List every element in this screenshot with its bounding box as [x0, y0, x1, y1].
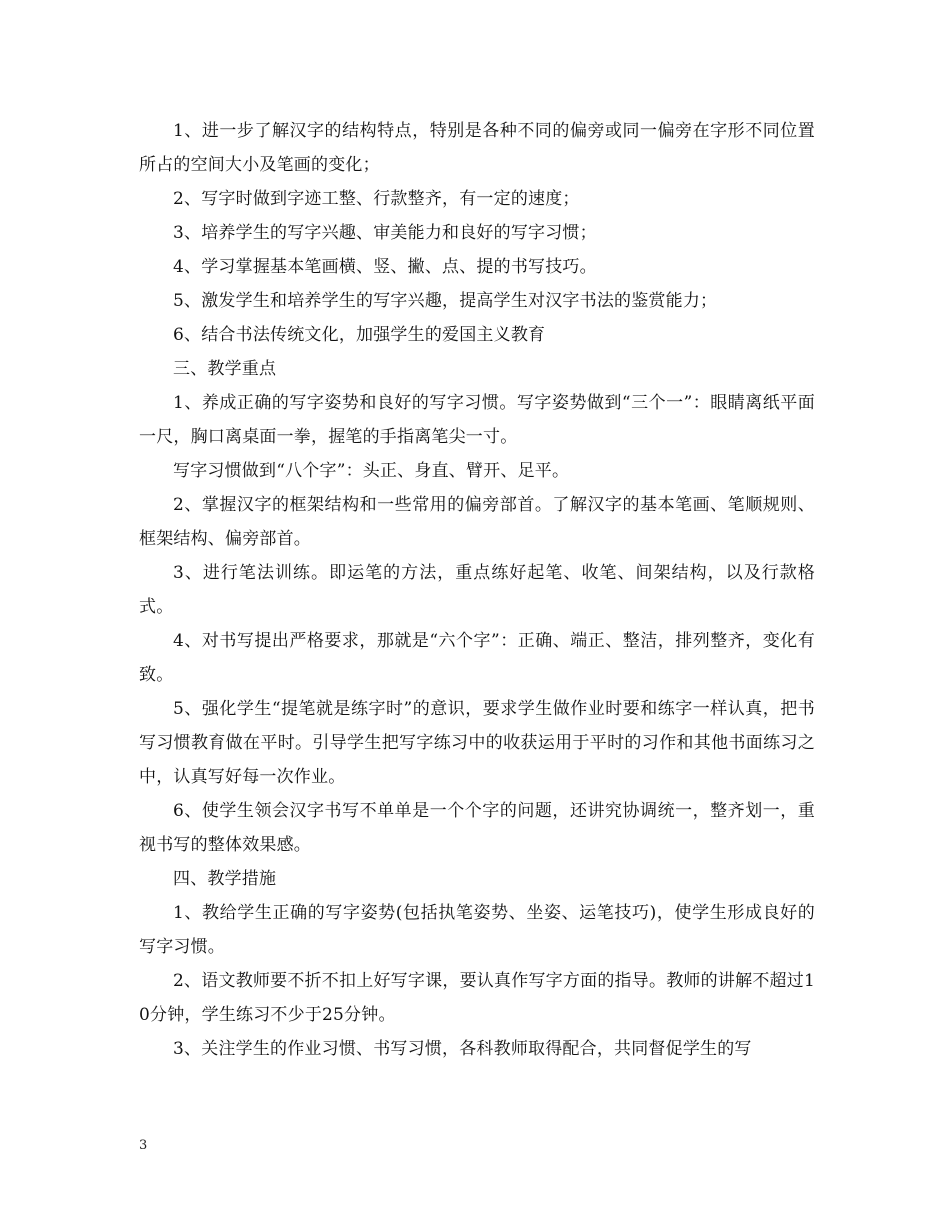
paragraph-goal-2: 2、写字时做到字迹工整、行款整齐，有一定的速度；	[173, 189, 580, 209]
paragraph-measure-1: 1、教给学生正确的写字姿势(包括执笔姿势、坐姿、运笔技巧)，使学生形成良好的写字习惯。	[139, 903, 815, 957]
paragraph-goal-4: 4、学习掌握基本笔画横、竖、撇、点、提的书写技巧。	[173, 257, 597, 277]
paragraph-goal-1: 1、进一步了解汉字的结构特点，特别是各种不同的偏旁或同一偏旁在字形不同位置所占的空间大小及笔画的变化；	[139, 121, 815, 175]
paragraph-measure-2: 2、语文教师要不折不扣上好写字课，要认真作写字方面的指导。教师的讲解不超过10分钟，学生练习不少于25分钟。	[139, 971, 815, 1025]
paragraph-goal-3: 3、培养学生的写字兴趣、审美能力和良好的写字习惯；	[173, 223, 597, 243]
paragraph-key-point-4: 4、对书写提出严格要求，那就是“六个字”：正确、端正、整洁，排列整齐，变化有致。	[139, 631, 815, 685]
section-heading-key-points: 三、教学重点	[173, 359, 277, 379]
paragraph-goal-5: 5、激发学生和培养学生的写字兴趣，提高学生对汉字书法的鉴赏能力；	[173, 291, 718, 311]
page-number: 3	[139, 1138, 148, 1153]
paragraph-key-point-2: 2、掌握汉字的框架结构和一些常用的偏旁部首。了解汉字的基本笔画、笔顺规则、框架结构、偏旁部首。	[139, 495, 815, 549]
section-heading-measures: 四、教学措施	[173, 869, 277, 889]
paragraph-key-point-1: 1、养成正确的写字姿势和良好的写字习惯。写字姿势做到“三个一”：眼睛离纸平面一尺，胸口离桌面一拳，握笔的手指离笔尖一寸。	[139, 393, 815, 447]
paragraph-writing-habits: 写字习惯做到“八个字”：头正、身直、臂开、足平。	[173, 461, 570, 481]
paragraph-measure-3: 3、关注学生的作业习惯、书写习惯，各科教师取得配合，共同督促学生的写	[173, 1039, 752, 1059]
paragraph-goal-6: 6、结合书法传统文化，加强学生的爱国主义教育	[173, 325, 546, 345]
document-body	[139, 114, 815, 1066]
paragraph-key-point-6: 6、使学生领会汉字书写不单单是一个个字的问题，还讲究协调统一，整齐划一，重视书写的整体效果感。	[139, 801, 815, 855]
paragraph-key-point-3: 3、进行笔法训练。即运笔的方法，重点练好起笔、收笔、间架结构，以及行款格式。	[139, 563, 815, 617]
paragraph-key-point-5: 5、强化学生“提笔就是练字时”的意识，要求学生做作业时要和练字一样认真，把书写习惯教育做在平时。引导学生把写字练习中的收获运用于平时的习作和其他书面练习之中，认真写好每一次作业。	[139, 699, 815, 787]
